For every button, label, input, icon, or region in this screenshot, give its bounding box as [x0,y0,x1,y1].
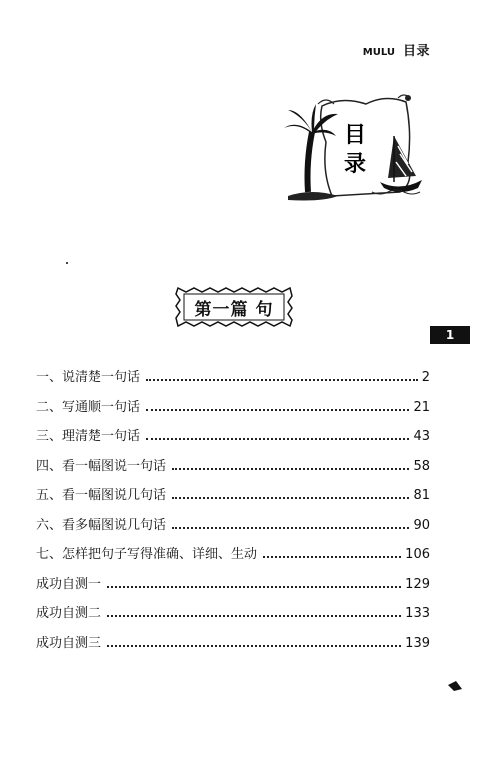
toc-leader [107,615,401,617]
toc-entry[interactable] [36,632,430,662]
toc-entry-label: 四、看一幅图说一句话 [36,458,167,474]
toc-entry[interactable] [36,425,430,455]
toc-list [36,366,430,661]
toc-entry-page: 2 [421,370,430,385]
toc-entry-label: 六、看多幅图说几句话 [36,517,167,533]
toc-entry-label: 二、写通顺一句话 [36,399,141,415]
corner-mark-icon [448,681,462,691]
toc-entry[interactable] [36,602,430,632]
toc-entry[interactable] [36,366,430,396]
toc-leader [263,556,401,558]
toc-entry-label: 一、说清楚一句话 [36,370,141,385]
toc-entry-label: 七、怎样把句子写得准确、详细、生动 [36,547,258,562]
toc-leader [172,497,409,499]
toc-entry-page: 21 [413,399,430,415]
section-title: 第一篇 句 [194,299,274,320]
toc-entry-label: 成功自测三 [36,635,102,651]
toc-entry[interactable] [36,484,430,514]
toc-leader [107,586,401,588]
toc-entry-label: 五、看一幅图说几句话 [36,488,167,503]
header-pinyin: MULU [362,47,395,58]
toc-leader [172,527,409,529]
toc-entry-label: 成功自测二 [36,606,102,621]
contents-illustration [282,92,430,210]
print-speck [66,262,68,264]
page-corner-mark [448,676,462,695]
toc-entry-page: 133 [405,606,430,621]
toc-entry-page: 81 [413,488,430,503]
toc-entry-label: 三、理清楚一句话 [36,429,141,444]
toc-leader [146,379,418,381]
toc-entry[interactable] [36,396,430,426]
toc-entry-page: 106 [405,547,430,562]
toc-leader [107,645,401,647]
toc-entry-label: 成功自测一 [36,576,102,592]
illustration-char-2: 录 [344,152,367,177]
toc-entry-page: 129 [405,576,430,592]
toc-entry-page: 90 [413,517,430,533]
section-title-frame [172,284,296,330]
toc-entry-page: 58 [413,458,430,474]
toc-leader [172,468,409,470]
page-tab: 1 [430,326,470,344]
toc-entry[interactable] [36,455,430,485]
toc-entry[interactable] [36,543,430,573]
toc-entry-page: 43 [413,429,430,444]
toc-entry-page: 139 [405,635,430,651]
toc-leader [146,438,409,440]
illustration-char-1: 目 [344,123,367,148]
toc-entry[interactable] [36,514,430,544]
running-header [363,40,430,59]
toc-entry[interactable] [36,573,430,603]
toc-leader [146,409,409,411]
header-title: 目录 [402,44,430,59]
